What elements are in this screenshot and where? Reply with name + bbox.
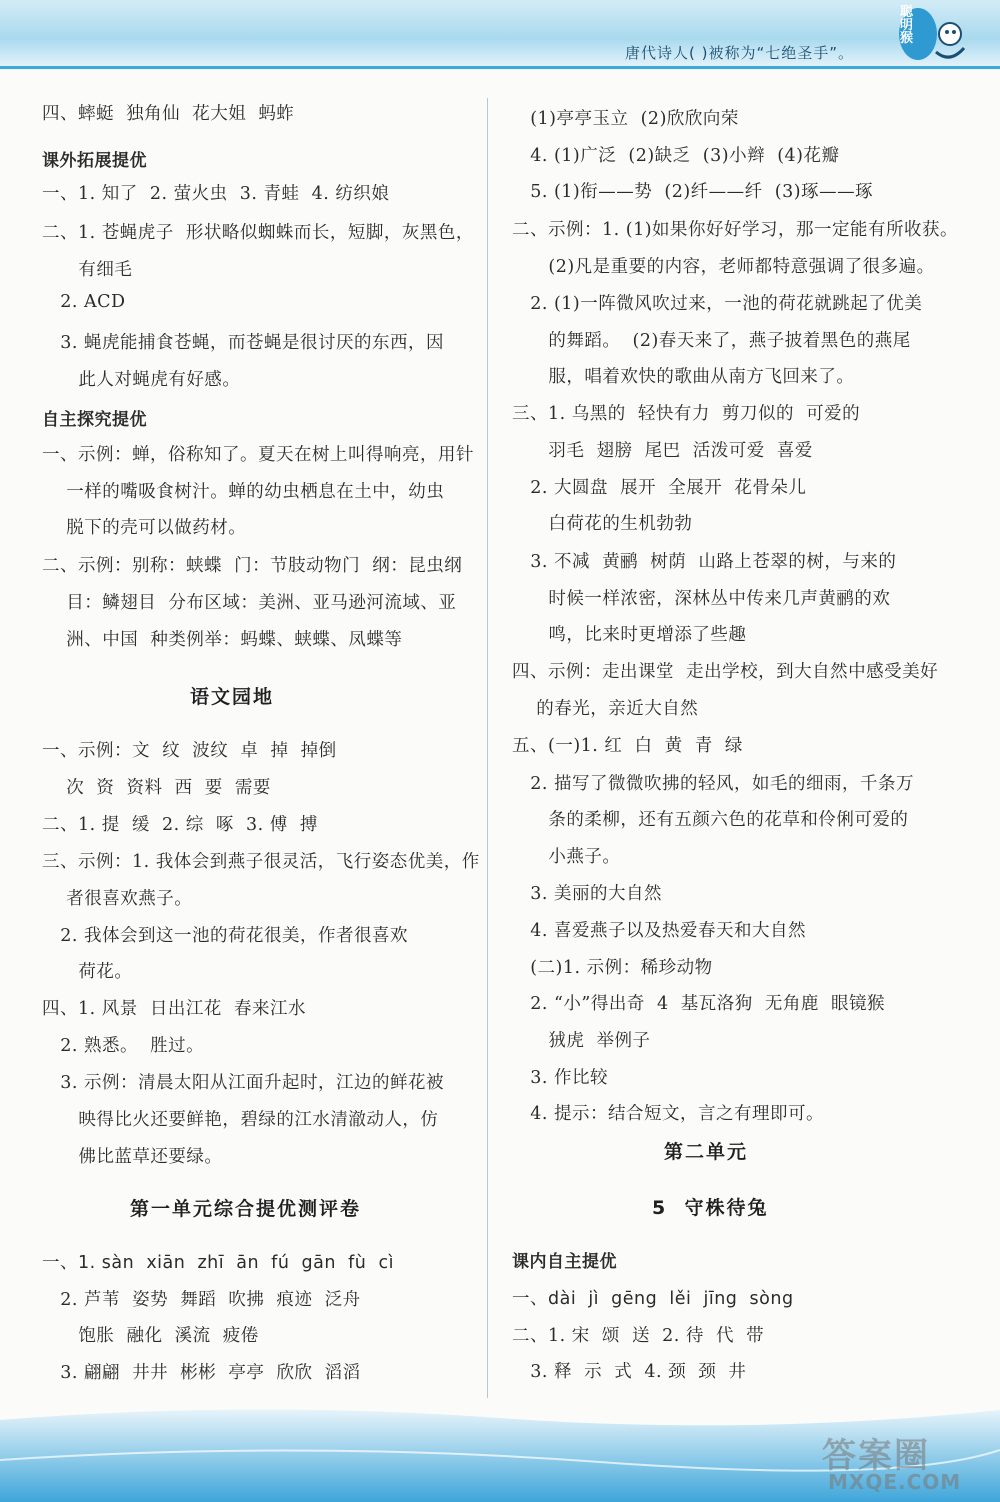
header-rule: [0, 66, 1000, 69]
answer-line: 一、dài jì gēng lěi jīng sòng: [512, 1289, 794, 1309]
answer-line: 目：鳞翅目 分布区域：美洲、亚马逊河流域、亚: [42, 593, 457, 613]
subsection-heading: 课外拓展提优: [42, 151, 147, 171]
subsection-heading: 自主探究提优: [42, 410, 147, 430]
answer-line: (二)1. 示例：稀珍动物: [512, 958, 713, 978]
answer-line: 服，唱着欢快的歌曲从南方飞回来了。: [512, 367, 855, 387]
answer-line: 4. 喜爱燕子以及热爱春天和大自然: [512, 921, 806, 941]
answer-line: 佛比蓝草还要绿。: [42, 1147, 223, 1167]
answer-line: 3. 作比较: [512, 1068, 608, 1088]
answer-line: 饱胀 融化 溪流 疲倦: [42, 1326, 259, 1346]
answer-line: 2. 大圆盘 展开 全展开 花骨朵儿: [512, 478, 807, 498]
answer-line: 二、示例：1. (1)如果你好好学习，那一定能有所收获。: [512, 220, 959, 240]
answer-line: 三、示例：1. 我体会到燕子很灵活，飞行姿态优美，作: [42, 852, 480, 872]
answer-line: 4. (1)广泛 (2)缺乏 (3)小辫 (4)花瓣: [512, 146, 840, 166]
watermark-logo: 答案圈: [822, 1436, 930, 1476]
answer-line: (1)亭亭玉立 (2)欣欣向荣: [512, 109, 739, 129]
watermark-url: MXQE.COM: [828, 1470, 962, 1494]
answer-line: 一、示例：蝉，俗称知了。夏天在树上叫得响亮，用针: [42, 445, 474, 465]
answer-line: 3. 蝇虎能捕食苍蝇，而苍蝇是很讨厌的东西，因: [42, 333, 444, 353]
answer-line: 脱下的壳可以做药材。: [42, 518, 247, 538]
column-divider: [487, 98, 488, 1398]
answer-line: 3. 释 示 式 4. 颈 颈 井: [512, 1362, 747, 1382]
answer-line: 5. (1)衔——势 (2)纤——纤 (3)琢——琢: [512, 182, 874, 202]
answer-line: 3. 示例：清晨太阳从江面升起时，江边的鲜花被: [42, 1073, 444, 1093]
answer-line: 荷花。: [42, 962, 133, 982]
answer-line: 狨虎 举例子: [512, 1031, 651, 1051]
answer-line: 五、(一)1. 红 白 黄 青 绿: [512, 736, 743, 756]
section-title: 第一单元综合提优测评卷: [130, 1198, 362, 1220]
answer-line: 的春光，亲近大自然: [512, 699, 699, 719]
answer-line: 2. 描写了微微吹拂的轻风，如毛的细雨，千条万: [512, 774, 914, 794]
section-title: 第二单元: [664, 1141, 749, 1163]
answer-line: 四、示例：走出课堂 走出学校，到大自然中感受美好: [512, 662, 939, 682]
answer-line: 二、1. 提 缓 2. 综 啄 3. 傅 搏: [42, 815, 318, 835]
answer-line: 二、1. 宋 颂 送 2. 待 代 带: [512, 1326, 765, 1346]
answer-line: 三、1. 乌黑的 轻快有力 剪刀似的 可爱的: [512, 404, 861, 424]
answer-line: 次 资 资料 西 要 需要: [42, 778, 271, 798]
answer-line: 映得比火还要鲜艳，碧绿的江水清澈动人，仿: [42, 1110, 439, 1130]
answer-line: 一、1. 知了 2. 萤火虫 3. 青蛙 4. 纺织娘: [42, 184, 390, 204]
answer-line: 条的柔柳，还有五颜六色的花草和伶俐可爱的: [512, 810, 909, 830]
answer-line: 时候一样浓密，深林丛中传来几声黄鹂的欢: [512, 589, 891, 609]
answer-line: 小燕子。: [512, 847, 621, 867]
answer-line: 有细毛: [42, 260, 133, 280]
answer-line: 2. (1)一阵微风吹过来，一池的荷花就跳起了优美: [512, 294, 923, 314]
header-quiz-text: 唐代诗人( )被称为“七绝圣手”。: [625, 44, 855, 62]
answer-line: (2)凡是重要的内容，老师都特意强调了很多遍。: [512, 257, 935, 277]
answer-line: 四、1. 风景 日出江花 春来江水: [42, 999, 307, 1019]
answer-line: 2. 熟悉。 胜过。: [42, 1036, 205, 1056]
answer-line: 一、1. sàn xiān zhī ān fú gān fù cì: [42, 1253, 394, 1273]
section-title: 5 守株待兔: [652, 1197, 769, 1219]
answer-line: 3. 美丽的大自然: [512, 884, 662, 904]
answer-line: 二、1. 苍蝇虎子 形状略似蜘蛛而长，短脚，灰黑色，: [42, 223, 474, 243]
answer-line: 2. ACD: [42, 292, 126, 312]
answer-line: 二、示例：别称：蛱蝶 门：节肢动物门 纲：昆虫纲: [42, 556, 463, 576]
answer-line: 此人对蝇虎有好感。: [42, 370, 241, 390]
answer-line: 3. 不减 黄鹂 树荫 山路上苍翠的树，与来的: [512, 552, 897, 572]
mascot-label: 聪明猴: [900, 5, 914, 46]
answer-line: 羽毛 翅膀 尾巴 活泼可爱 喜爱: [512, 441, 813, 461]
answer-line: 一、示例：文 纹 波纹 卓 掉 掉倒: [42, 741, 337, 761]
answer-line: 一样的嘴吸食树汁。蝉的幼虫栖息在土中，幼虫: [42, 482, 445, 502]
answer-line: 4. 提示：结合短文，言之有理即可。: [512, 1104, 824, 1124]
subsection-heading: 课内自主提优: [512, 1252, 617, 1272]
answer-line: 2. 芦苇 姿势 舞蹈 吹拂 痕迹 泛舟: [42, 1290, 361, 1310]
answer-line: 2. “小”得出奇 4 基瓦洛狗 无角鹿 眼镜猴: [512, 994, 885, 1014]
answer-line: 3. 翩翩 井井 彬彬 亭亭 欣欣 滔滔: [42, 1363, 361, 1383]
answer-line: 白荷花的生机勃勃: [512, 514, 693, 534]
answer-line: 者很喜欢燕子。: [42, 889, 193, 909]
answer-line: 四、蟀蜓 独角仙 花大姐 蚂蚱: [42, 104, 295, 124]
answer-line: 2. 我体会到这一池的荷花很美，作者很喜欢: [42, 926, 408, 946]
section-title: 语文园地: [190, 686, 275, 708]
answer-line: 的舞蹈。 (2)春天来了，燕子披着黑色的燕尾: [512, 331, 911, 351]
answer-line: 洲、中国 种类例举：蚂蝶、蛱蝶、凤蝶等: [42, 630, 403, 650]
answer-line: 鸣，比来时更增添了些趣: [512, 625, 747, 645]
